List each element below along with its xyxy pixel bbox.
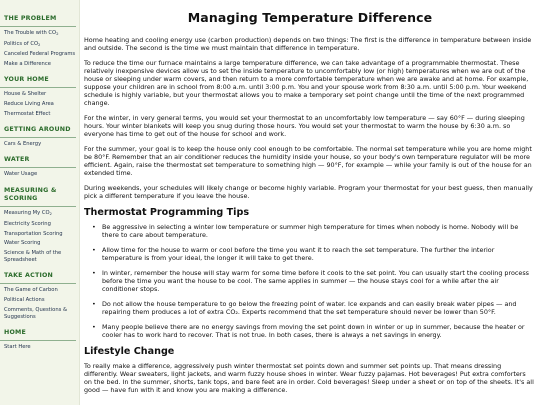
nav-section-measuring [0, 187, 79, 266]
nav-link-trouble-co2[interactable] [0, 29, 79, 40]
nav-link-game-of-carbon[interactable]: The Game of Carbon [4, 287, 58, 294]
bullet-icon: • [92, 323, 96, 331]
nav-link-reduce-living-area[interactable]: Reduce Living Area [4, 101, 54, 108]
lifestyle-heading: Lifestyle Change [84, 346, 175, 357]
tip-item [92, 269, 536, 293]
tips-heading: Thermostat Programming Tips [84, 207, 250, 218]
page-title: Managing Temperature Difference [187, 10, 433, 25]
nav-section-water [0, 156, 79, 179]
nav-link-canceled-programs[interactable]: Canceled Federal Programs [4, 51, 76, 58]
intro-paragraph: For the summer, your goal is to keep the house only cool enough to be comfortable. The normal set temperature while you are home might be 80°F. Remember that an air conditioner reduces the humidity inside your house, so your body's own temperature regulator will be more efficient. Again, raise the thermostat set temperature to something high — 90°F, for example — while your family is out of the house for an extended time. [84, 145, 532, 177]
nav-link-start-here[interactable]: Start Here [4, 344, 31, 351]
tip-text: In winter, remember the house will stay warm for some time before it cools to the set point. You can usually start the cooling process before the time you want the house to be cool. The same applies in summer — the house stays cool for a while after the air conditioner stops. [102, 269, 529, 293]
nav-link-politics-co2[interactable] [0, 39, 79, 50]
nav-heading: GETTING AROUND [0, 126, 76, 138]
nav-link-cars-energy[interactable]: Cars & Energy [4, 141, 42, 148]
bullet-icon: • [92, 223, 96, 231]
subscript: 2 [56, 30, 59, 36]
nav-link-electricity-scoring[interactable]: Electricity Scoring [4, 220, 51, 227]
nav-section-problem [0, 15, 79, 69]
nav-link-comments[interactable]: Comments, Questions & Suggestions [4, 306, 68, 320]
tip-text: Allow time for the house to warm or cool before the time you want it to reach the set temperature. The further the interior temperature is from your ideal, the longer it will take to get there. [102, 246, 495, 262]
subscript: 2 [49, 211, 52, 217]
lifestyle-paragraph: To really make a difference, aggressively push winter thermostat set points down and summer set points up. That means dressing differently. Wear sweaters, light jackets, and warm fuzzy house shoes in winter. Wear fuzzy pajamas. Hot beverages! Put extra comforters on the bed. In the summer, shorts, tank tops, and bare feet are in order. Cold beverages! Sleep under a sheet or on top of the sheets. It's all good — have fun with it and know you are making a difference. [84, 362, 534, 394]
bullet-icon: • [92, 246, 96, 254]
nav-section-take-action [0, 272, 79, 322]
nav-link-transportation-scoring[interactable]: Transportation Scoring [4, 230, 63, 237]
nav-section-getting-around [0, 126, 79, 149]
subscript: 2 [38, 41, 41, 47]
nav-link-label: Measuring My CO [4, 210, 50, 217]
tip-item [92, 300, 536, 316]
nav-heading: HOME [0, 329, 76, 341]
tip-item [92, 246, 536, 262]
nav-link-make-difference[interactable]: Make a Difference [4, 60, 51, 67]
intro-paragraph: Home heating and cooling energy use (carbon production) depends on two things: The first is the difference in temperature between inside and outside. The second is the time we must maintain that difference in temperature. [84, 36, 532, 52]
nav-link-label: The Trouble with CO [4, 30, 57, 36]
tip-text: Be aggressive in selecting a winter low temperature or summer high temperature for times when nobody is home. Nobody will be there to care about temperature. [102, 223, 519, 239]
nav-section-home [0, 76, 79, 119]
nav-link-science-math[interactable]: Science & Math of the Spreadsheet [4, 250, 62, 264]
nav-heading: MEASURING & SCORING [0, 187, 76, 207]
main-content [84, 0, 536, 405]
intro-paragraph: To reduce the time our furnace maintains a large temperature difference, we can take advantage of a programmable thermostat. These relatively inexpensive devices allow us to set the inside temperature to uncomfortably low (or high) temperatures when we are out of the house or sleeping under warm covers, and then return to a more comfortable temperature when we are awake and at home. For example, suppose your children are in school from 8:00 a.m. until 3:00 p.m. You and your spouse work from 8:30 a.m. until 5:00 p.m. Your weekend schedule is highly variable, but your thermostat allows you to make a temporary set point change until the time of the next programmed change. [84, 59, 529, 107]
intro-paragraph: For the winter, in very general terms, you would set your thermostat to an uncomfortably low temperature — say 60°F — during sleeping hours. Your winter blankets will keep you snug during those hours. You would set your thermostat to warm the house by 6:30 a.m. so everyone has time to get out of the house for school and work. [84, 114, 525, 138]
nav-heading: YOUR HOME [0, 76, 76, 88]
nav-link-political-actions[interactable]: Political Actions [4, 297, 45, 304]
nav-heading: TAKE ACTION [0, 272, 76, 284]
tip-text: Many people believe there are no energy savings from moving the set point down in winter or up in summer, because the heater or cooler has to work hard to recover. That is not true. In both cases, there is always a net savings in energy. [102, 323, 525, 339]
tip-text: Do not allow the house temperature to go below the freezing point of water. Ice expands and can easily break water pipes — and repairing them produces a lot of extra CO₂. Experts recommend that the set temperature should never be lower than 50°F. [102, 300, 517, 316]
tip-item [92, 223, 536, 239]
nav-link-measuring-co2[interactable] [0, 209, 79, 220]
nav-heading: THE PROBLEM [0, 15, 76, 27]
nav-link-water-scoring[interactable]: Water Scoring [4, 240, 41, 247]
nav-section-start [0, 329, 79, 352]
nav-link-thermostat-effect[interactable]: Thermostat Effect [4, 110, 51, 117]
bullet-icon: • [92, 269, 96, 277]
tip-item [92, 323, 536, 339]
sidebar-nav [0, 0, 80, 405]
intro-paragraph: During weekends, your schedules will likely change or become highly variable. Program your thermostat for your best guess, then manually pick a different temperature if you leave the house. [84, 184, 533, 200]
tips-list [84, 223, 536, 339]
nav-link-label: Politics of CO [4, 40, 39, 47]
bullet-icon: • [92, 300, 96, 308]
nav-link-house-shelter[interactable]: House & Shelter [4, 91, 47, 98]
nav-heading: WATER [0, 156, 76, 168]
nav-link-water-usage[interactable]: Water Usage [4, 171, 38, 178]
